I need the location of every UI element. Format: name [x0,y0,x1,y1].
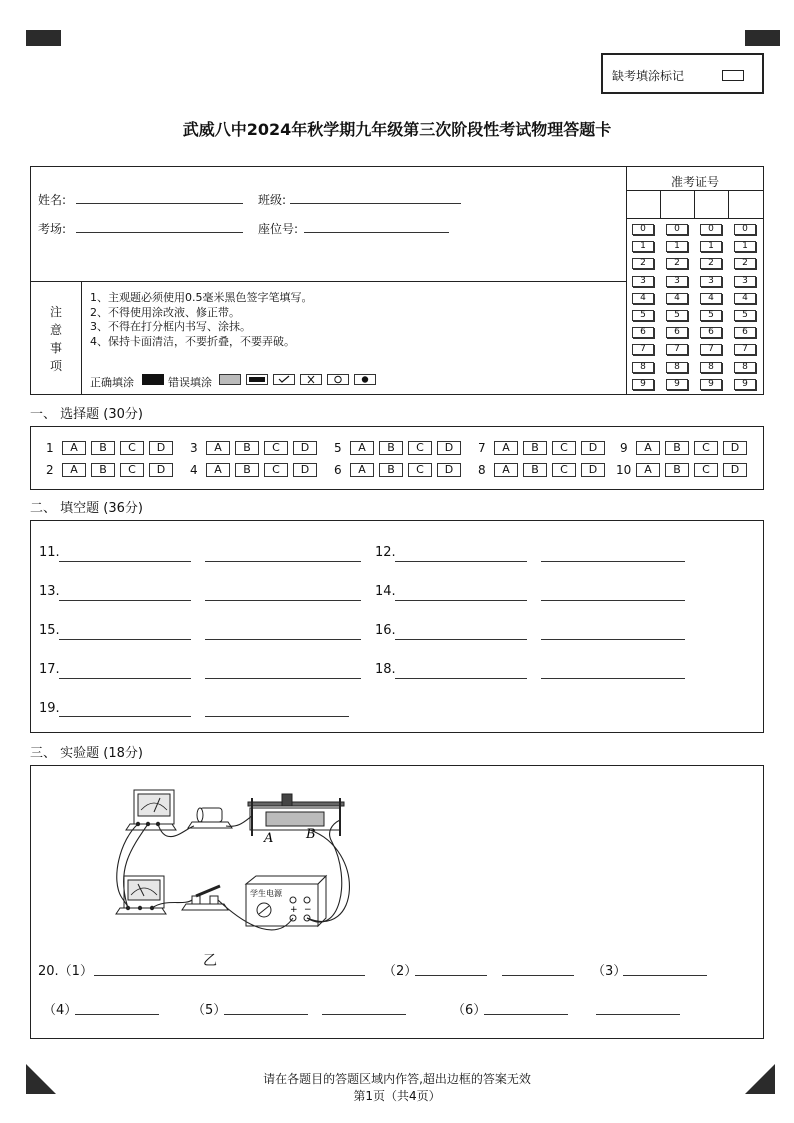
exam-id-bubble[interactable]: 8 [666,362,688,373]
choice-option-b[interactable]: B [523,463,547,477]
q15-blank-1[interactable] [59,639,191,640]
q20-part2-blank-1[interactable] [415,975,487,976]
wrong-fill-label: 错误填涂 [168,376,212,389]
choice-option-d[interactable]: D [723,463,747,477]
exam-id-bubble[interactable]: 1 [632,241,654,252]
exam-id-bubble[interactable]: 3 [632,276,654,287]
exam-id-bubble[interactable]: 9 [734,379,756,390]
choice-option-a[interactable]: A [636,463,660,477]
choice-option-b[interactable]: B [379,463,403,477]
exam-id-bubble[interactable]: 4 [734,293,756,304]
exam-id-bubble[interactable]: 2 [700,258,722,269]
q17-blank-2[interactable] [205,678,361,679]
info-divider-horizontal [30,281,627,282]
notice-item: 1、主观题必须使用0.5毫米黑色签字笔填写。 [90,291,313,304]
exam-id-bubble[interactable]: 9 [666,379,688,390]
wrong-fill-grey [219,374,241,385]
q12-number: 12. [375,545,396,560]
choice-option-d[interactable]: D [149,463,173,477]
exam-id-bubble[interactable]: 2 [734,258,756,269]
q20-part4-blank[interactable] [75,1014,159,1015]
choice-option-a[interactable]: A [494,441,518,455]
notice-divider [81,281,82,395]
exam-id-bubble[interactable]: 1 [666,241,688,252]
wrong-fill-dot-icon [354,374,376,385]
choice-question-number: 7 [478,441,486,455]
choice-option-a[interactable]: A [62,463,86,477]
q11-blank-2[interactable] [205,561,361,562]
q11-number: 11. [39,545,60,560]
section3-title: 三、 实验题 (18分) [30,746,143,761]
circuit-diagram [100,780,360,950]
q20-part1-label: 20.（1） [38,964,93,979]
q13-number: 13. [39,584,60,599]
exam-id-bubble[interactable]: 7 [632,344,654,355]
q11-blank-1[interactable] [59,561,191,562]
q14-blank-1[interactable] [395,600,527,601]
exam-id-bubble[interactable]: 6 [666,327,688,338]
exam-id-bubble[interactable]: 5 [666,310,688,321]
choice-option-a[interactable]: A [494,463,518,477]
q13-blank-2[interactable] [205,600,361,601]
q19-blank-2[interactable] [205,716,349,717]
choice-option-b[interactable]: B [523,441,547,455]
seat-field[interactable] [304,232,449,233]
exam-id-bubble[interactable]: 2 [632,258,654,269]
choice-option-c[interactable]: C [694,441,718,455]
q20-part5-blank-1[interactable] [224,1014,308,1015]
exam-id-bubble[interactable]: 5 [734,310,756,321]
exam-id-bubble[interactable]: 1 [734,241,756,252]
q16-blank-2[interactable] [541,639,685,640]
choice-option-d[interactable]: D [723,441,747,455]
exam-id-bubble[interactable]: 7 [666,344,688,355]
q20-part4-label: （4） [43,1003,78,1018]
room-label: 考场: [38,222,67,236]
q20-part3-blank[interactable] [623,975,707,976]
q20-part2-blank-2[interactable] [502,975,574,976]
choice-option-a[interactable]: A [350,441,374,455]
q16-blank-1[interactable] [395,639,527,640]
section1-title: 一、 选择题 (30分) [30,407,143,422]
fill-blank-box [30,520,764,733]
coil-icon [188,808,232,828]
choice-question-number: 8 [478,463,486,477]
q18-blank-2[interactable] [541,678,685,679]
notice-label [44,303,68,375]
choice-question-number: 3 [190,441,198,455]
exam-id-label: 准考证号 [670,175,719,189]
footer-page: 第1页（共4页） [353,1089,441,1103]
name-field[interactable] [76,203,243,204]
notice-list [90,291,313,349]
exam-id-bubble[interactable]: 2 [666,258,688,269]
choice-option-c[interactable]: C [120,441,144,455]
exam-id-bubble[interactable]: 8 [734,362,756,373]
choice-question-number: 2 [46,463,54,477]
svg-text:+: + [290,905,298,915]
choice-option-a[interactable]: A [206,441,230,455]
footer-note: 请在各题目的答题区域内作答,超出边框的答案无效 [263,1072,531,1086]
q14-blank-2[interactable] [541,600,685,601]
absent-mark-box [601,53,764,94]
notice-item: 4、保持卡面清洁，不要折叠，不要弄破。 [90,334,295,348]
q15-number: 15. [39,623,60,638]
exam-id-bubble[interactable]: 0 [734,224,756,235]
notice-item: 2、不得使用涂改液、修正带。 [90,305,240,319]
power-supply-icon [246,876,326,926]
q20-part6-blank-1[interactable] [484,1014,568,1015]
choice-option-d[interactable]: D [293,441,317,455]
choice-question-number: 10 [616,463,632,477]
exam-id-bubble[interactable]: 6 [700,327,722,338]
choice-question-number: 6 [334,463,342,477]
ammeter-icon [126,790,176,830]
q16-number: 16. [375,623,396,638]
wrong-fill-partial [246,374,268,385]
choice-option-b[interactable]: B [379,441,403,455]
exam-id-bubble[interactable]: 6 [734,327,756,338]
exam-id-bubble[interactable]: 7 [734,344,756,355]
q20-part2-label: （2） [383,964,418,979]
choice-option-d[interactable]: D [581,441,605,455]
choice-option-b[interactable]: B [91,441,115,455]
choice-box [30,426,764,490]
power-supply-label: 学生电源 [250,889,282,898]
choice-option-b[interactable]: B [665,441,689,455]
choice-option-d[interactable]: D [581,463,605,477]
q17-blank-1[interactable] [59,678,191,679]
choice-option-c[interactable]: C [408,441,432,455]
exam-id-col-divider [728,190,729,218]
exam-id-bubble[interactable]: 4 [632,293,654,304]
q20-part5-label: （5） [192,1003,227,1018]
figure-label: 乙 [203,953,217,969]
exam-id-bubble[interactable]: 9 [700,379,722,390]
exam-id-bubble[interactable]: 4 [700,293,722,304]
q20-part3-label: （3） [592,964,627,979]
q12-blank-2[interactable] [541,561,685,562]
notice-item: 3、不得在打分框内书写、涂抹。 [90,320,251,333]
exam-id-bubble[interactable]: 7 [700,344,722,355]
point-a-label: A [264,831,274,846]
choice-option-d[interactable]: D [293,463,317,477]
class-label: 班级: [258,193,287,207]
correct-fill-sample [142,374,164,385]
name-label: 姓名: [38,193,67,207]
q17-number: 17. [39,662,60,677]
q15-blank-2[interactable] [205,639,361,640]
q19-number: 19. [39,701,60,716]
exam-id-input-bottom [626,218,764,219]
exam-id-bubble[interactable]: 0 [632,224,654,235]
q18-blank-1[interactable] [395,678,527,679]
exam-id-col-divider [694,190,695,218]
wrong-fill-check-icon [273,374,295,385]
q20-part1-blank[interactable] [94,975,365,976]
q18-number: 18. [375,662,396,677]
notice-label-char: 项 [49,359,62,373]
choice-option-c[interactable]: C [264,441,288,455]
choice-option-d[interactable]: D [149,441,173,455]
exam-id-bubble[interactable]: 4 [666,293,688,304]
notice-label-char: 事 [49,341,62,355]
choice-option-b[interactable]: B [235,441,259,455]
choice-question-number: 5 [334,441,342,455]
choice-option-a[interactable]: A [350,463,374,477]
choice-question-number: 4 [190,463,198,477]
exam-id-bubble[interactable]: 3 [700,276,722,287]
choice-option-c[interactable]: C [264,463,288,477]
exam-id-header-line [626,190,764,191]
exam-id-bubble[interactable]: 6 [632,327,654,338]
choice-option-b[interactable]: B [91,463,115,477]
choice-option-b[interactable]: B [235,463,259,477]
corner-mark-top-right [745,30,780,46]
rheostat-icon [248,794,344,846]
q12-blank-1[interactable] [395,561,527,562]
seat-label: 座位号: [258,222,299,236]
exam-id-bubble[interactable]: 8 [700,362,722,373]
exam-id-bubble[interactable]: 5 [632,310,654,321]
choice-option-a[interactable]: A [62,441,86,455]
q19-blank-1[interactable] [59,716,191,717]
q20-part6-blank-2[interactable] [596,1014,680,1015]
exam-id-bubble[interactable]: 5 [700,310,722,321]
room-field[interactable] [76,232,243,233]
corner-mark-top-left [26,30,61,46]
svg-text:−: − [304,905,312,915]
exam-id-bubble[interactable]: 3 [734,276,756,287]
choice-question-number: 9 [620,441,628,455]
choice-option-c[interactable]: C [552,463,576,477]
page-title: 武威八中2024年秋学期九年级第三次阶段性考试物理答题卡 [182,120,612,139]
exam-id-bubble[interactable]: 8 [632,362,654,373]
choice-option-c[interactable]: C [552,441,576,455]
correct-fill-label: 正确填涂 [90,376,134,389]
choice-option-b[interactable]: B [665,463,689,477]
notice-label-char: 意 [49,323,62,337]
choice-option-d[interactable]: D [437,463,461,477]
choice-option-a[interactable]: A [206,463,230,477]
q13-blank-1[interactable] [59,600,191,601]
choice-option-c[interactable]: C [408,463,432,477]
exam-id-col-divider [660,190,661,218]
point-b-label: B [306,827,316,842]
q20-part5-blank-2[interactable] [322,1014,406,1015]
choice-option-a[interactable]: A [636,441,660,455]
q14-number: 14. [375,584,396,599]
choice-option-c[interactable]: C [120,463,144,477]
absent-mark-bubble[interactable] [722,70,744,81]
wrong-fill-circle-icon [327,374,349,385]
exam-id-bubble[interactable]: 3 [666,276,688,287]
q20-part6-label: （6） [452,1003,487,1018]
choice-option-c[interactable]: C [694,463,718,477]
choice-question-number: 1 [46,441,54,455]
absent-mark-label: 缺考填涂标记 [612,69,685,83]
exam-id-bubble[interactable]: 1 [700,241,722,252]
wrong-fill-cross-icon [300,374,322,385]
notice-label-char: 注 [49,305,62,319]
exam-id-bubble[interactable]: 0 [666,224,688,235]
class-field[interactable] [290,203,461,204]
section2-title: 二、 填空题 (36分) [30,501,143,516]
exam-id-bubble[interactable]: 9 [632,379,654,390]
exam-id-bubble[interactable]: 0 [700,224,722,235]
switch-icon [182,886,228,910]
choice-option-d[interactable]: D [437,441,461,455]
